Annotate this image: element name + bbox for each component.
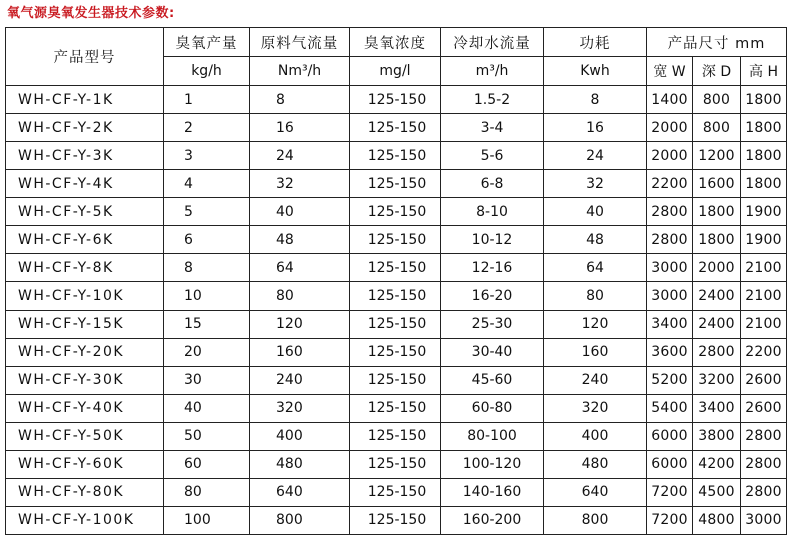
- table-row: [6, 450, 787, 478]
- cell-cooling-water-flow: 5-6: [441, 142, 544, 170]
- cell-cooling-water-flow: 80-100: [441, 422, 544, 450]
- table-row: [6, 366, 787, 394]
- cell-model: WH-CF-Y-5K: [6, 198, 164, 226]
- cell-ozone-output: 6: [164, 226, 250, 254]
- cell-ozone-output: 5: [164, 198, 250, 226]
- cell-power: 64: [544, 254, 647, 282]
- cell-height: 1800: [741, 114, 787, 142]
- table-header: [6, 28, 787, 86]
- cell-gas-flow: 240: [250, 366, 350, 394]
- cell-model: WH-CF-Y-10K: [6, 282, 164, 310]
- cell-height: 2600: [741, 394, 787, 422]
- cell-gas-flow: 800: [250, 506, 350, 534]
- cell-width: 5400: [647, 394, 693, 422]
- cell-power: 800: [544, 506, 647, 534]
- cell-width: 2800: [647, 198, 693, 226]
- cell-cooling-water-flow: 6-8: [441, 170, 544, 198]
- cell-depth: 4800: [693, 506, 741, 534]
- table-row: [6, 310, 787, 338]
- table-row: [6, 114, 787, 142]
- cell-cooling-water-flow: 45-60: [441, 366, 544, 394]
- cell-depth: 2000: [693, 254, 741, 282]
- cell-width: 7200: [647, 478, 693, 506]
- cell-gas-flow: 400: [250, 422, 350, 450]
- cell-gas-flow: 48: [250, 226, 350, 254]
- cell-height: 1900: [741, 226, 787, 254]
- cell-depth: 2800: [693, 338, 741, 366]
- cell-power: 16: [544, 114, 647, 142]
- cell-power: 240: [544, 366, 647, 394]
- cell-height: 1800: [741, 170, 787, 198]
- cell-cooling-water-flow: 3-4: [441, 114, 544, 142]
- cell-ozone-concentration: 125-150: [350, 282, 441, 310]
- cell-ozone-output: 1: [164, 86, 250, 114]
- cell-depth: 1800: [693, 226, 741, 254]
- cell-gas-flow: 160: [250, 338, 350, 366]
- table-body: [6, 86, 787, 535]
- cell-height: 2100: [741, 254, 787, 282]
- cell-depth: 1200: [693, 142, 741, 170]
- table-row: [6, 198, 787, 226]
- table-row: [6, 142, 787, 170]
- cell-width: 2000: [647, 142, 693, 170]
- header-ozone-output: 臭氧产量: [164, 28, 250, 57]
- cell-cooling-water-flow: 160-200: [441, 506, 544, 534]
- cell-gas-flow: 64: [250, 254, 350, 282]
- cell-height: 2800: [741, 422, 787, 450]
- cell-power: 80: [544, 282, 647, 310]
- cell-depth: 3200: [693, 366, 741, 394]
- unit-ozone-concentration: mg/l: [350, 57, 441, 86]
- cell-power: 8: [544, 86, 647, 114]
- cell-ozone-output: 40: [164, 394, 250, 422]
- cell-width: 2000: [647, 114, 693, 142]
- unit-width: 宽 W: [647, 57, 693, 86]
- table-row: [6, 394, 787, 422]
- cell-cooling-water-flow: 10-12: [441, 226, 544, 254]
- cell-ozone-concentration: 125-150: [350, 310, 441, 338]
- cell-gas-flow: 8: [250, 86, 350, 114]
- cell-ozone-output: 3: [164, 142, 250, 170]
- cell-width: 6000: [647, 422, 693, 450]
- cell-power: 400: [544, 422, 647, 450]
- cell-ozone-concentration: 125-150: [350, 226, 441, 254]
- unit-power: Kwh: [544, 57, 647, 86]
- cell-model: WH-CF-Y-15K: [6, 310, 164, 338]
- cell-height: 3000: [741, 506, 787, 534]
- cell-model: WH-CF-Y-1K: [6, 86, 164, 114]
- cell-ozone-output: 4: [164, 170, 250, 198]
- unit-height: 高 H: [741, 57, 787, 86]
- cell-height: 2600: [741, 366, 787, 394]
- cell-ozone-output: 50: [164, 422, 250, 450]
- cell-ozone-output: 20: [164, 338, 250, 366]
- cell-model: WH-CF-Y-80K: [6, 478, 164, 506]
- cell-model: WH-CF-Y-20K: [6, 338, 164, 366]
- cell-ozone-output: 15: [164, 310, 250, 338]
- cell-height: 2200: [741, 338, 787, 366]
- cell-power: 480: [544, 450, 647, 478]
- cell-ozone-output: 60: [164, 450, 250, 478]
- cell-cooling-water-flow: 30-40: [441, 338, 544, 366]
- cell-model: WH-CF-Y-50K: [6, 422, 164, 450]
- cell-width: 6000: [647, 450, 693, 478]
- header-gas-flow: 原料气流量: [250, 28, 350, 57]
- cell-depth: 4200: [693, 450, 741, 478]
- cell-power: 48: [544, 226, 647, 254]
- cell-width: 2800: [647, 226, 693, 254]
- cell-cooling-water-flow: 140-160: [441, 478, 544, 506]
- cell-ozone-concentration: 125-150: [350, 394, 441, 422]
- cell-depth: 3800: [693, 422, 741, 450]
- cell-gas-flow: 32: [250, 170, 350, 198]
- cell-ozone-output: 8: [164, 254, 250, 282]
- cell-ozone-concentration: 125-150: [350, 338, 441, 366]
- cell-depth: 3400: [693, 394, 741, 422]
- cell-depth: 1800: [693, 198, 741, 226]
- cell-gas-flow: 640: [250, 478, 350, 506]
- cell-ozone-concentration: 125-150: [350, 366, 441, 394]
- cell-cooling-water-flow: 25-30: [441, 310, 544, 338]
- cell-depth: 800: [693, 86, 741, 114]
- cell-width: 2200: [647, 170, 693, 198]
- cell-depth: 4500: [693, 478, 741, 506]
- cell-ozone-concentration: 125-150: [350, 478, 441, 506]
- cell-model: WH-CF-Y-6K: [6, 226, 164, 254]
- header-model: 产品型号: [6, 28, 164, 86]
- cell-ozone-output: 30: [164, 366, 250, 394]
- unit-depth: 深 D: [693, 57, 741, 86]
- unit-ozone-output: kg/h: [164, 57, 250, 86]
- table-row: [6, 282, 787, 310]
- unit-gas-flow: Nm³/h: [250, 57, 350, 86]
- cell-power: 24: [544, 142, 647, 170]
- cell-cooling-water-flow: 16-20: [441, 282, 544, 310]
- cell-gas-flow: 480: [250, 450, 350, 478]
- table-row: [6, 86, 787, 114]
- cell-cooling-water-flow: 100-120: [441, 450, 544, 478]
- cell-model: WH-CF-Y-60K: [6, 450, 164, 478]
- cell-model: WH-CF-Y-40K: [6, 394, 164, 422]
- table-row: [6, 226, 787, 254]
- cell-gas-flow: 80: [250, 282, 350, 310]
- cell-model: WH-CF-Y-30K: [6, 366, 164, 394]
- cell-depth: 2400: [693, 282, 741, 310]
- table-row: [6, 170, 787, 198]
- cell-height: 2800: [741, 478, 787, 506]
- cell-cooling-water-flow: 60-80: [441, 394, 544, 422]
- cell-gas-flow: 40: [250, 198, 350, 226]
- cell-ozone-concentration: 125-150: [350, 506, 441, 534]
- cell-ozone-concentration: 125-150: [350, 450, 441, 478]
- cell-height: 2800: [741, 450, 787, 478]
- table-row: [6, 422, 787, 450]
- cell-ozone-concentration: 125-150: [350, 114, 441, 142]
- cell-height: 1800: [741, 142, 787, 170]
- cell-gas-flow: 16: [250, 114, 350, 142]
- cell-depth: 2400: [693, 310, 741, 338]
- table-row: [6, 506, 787, 534]
- cell-power: 320: [544, 394, 647, 422]
- header-cooling-water-flow: 冷却水流量: [441, 28, 544, 57]
- cell-power: 40: [544, 198, 647, 226]
- cell-ozone-output: 2: [164, 114, 250, 142]
- header-size: 产品尺寸 mm: [647, 28, 787, 57]
- cell-ozone-concentration: 125-150: [350, 198, 441, 226]
- cell-width: 3000: [647, 282, 693, 310]
- cell-height: 2100: [741, 282, 787, 310]
- cell-ozone-output: 100: [164, 506, 250, 534]
- cell-gas-flow: 120: [250, 310, 350, 338]
- cell-power: 160: [544, 338, 647, 366]
- cell-power: 120: [544, 310, 647, 338]
- cell-model: WH-CF-Y-8K: [6, 254, 164, 282]
- cell-cooling-water-flow: 1.5-2: [441, 86, 544, 114]
- header-row-labels: [6, 28, 787, 57]
- cell-width: 1400: [647, 86, 693, 114]
- cell-cooling-water-flow: 8-10: [441, 198, 544, 226]
- cell-ozone-concentration: 125-150: [350, 170, 441, 198]
- cell-cooling-water-flow: 12-16: [441, 254, 544, 282]
- cell-height: 1800: [741, 86, 787, 114]
- cell-ozone-concentration: 125-150: [350, 254, 441, 282]
- cell-power: 32: [544, 170, 647, 198]
- cell-width: 3400: [647, 310, 693, 338]
- cell-ozone-output: 80: [164, 478, 250, 506]
- cell-width: 7200: [647, 506, 693, 534]
- cell-ozone-concentration: 125-150: [350, 142, 441, 170]
- cell-model: WH-CF-Y-2K: [6, 114, 164, 142]
- cell-ozone-output: 10: [164, 282, 250, 310]
- cell-model: WH-CF-Y-4K: [6, 170, 164, 198]
- header-ozone-concentration: 臭氧浓度: [350, 28, 441, 57]
- spec-table: [5, 27, 787, 535]
- table-row: [6, 338, 787, 366]
- page-title: 氧气源臭氧发生器技术参数:: [7, 6, 175, 21]
- cell-gas-flow: 320: [250, 394, 350, 422]
- cell-power: 640: [544, 478, 647, 506]
- cell-depth: 1600: [693, 170, 741, 198]
- cell-height: 1900: [741, 198, 787, 226]
- cell-width: 3600: [647, 338, 693, 366]
- cell-ozone-concentration: 125-150: [350, 86, 441, 114]
- table-row: [6, 478, 787, 506]
- cell-height: 2100: [741, 310, 787, 338]
- cell-depth: 800: [693, 114, 741, 142]
- table-row: [6, 254, 787, 282]
- cell-width: 5200: [647, 366, 693, 394]
- cell-width: 3000: [647, 254, 693, 282]
- cell-model: WH-CF-Y-100K: [6, 506, 164, 534]
- header-power: 功耗: [544, 28, 647, 57]
- cell-ozone-concentration: 125-150: [350, 422, 441, 450]
- cell-model: WH-CF-Y-3K: [6, 142, 164, 170]
- unit-cooling-water-flow: m³/h: [441, 57, 544, 86]
- cell-gas-flow: 24: [250, 142, 350, 170]
